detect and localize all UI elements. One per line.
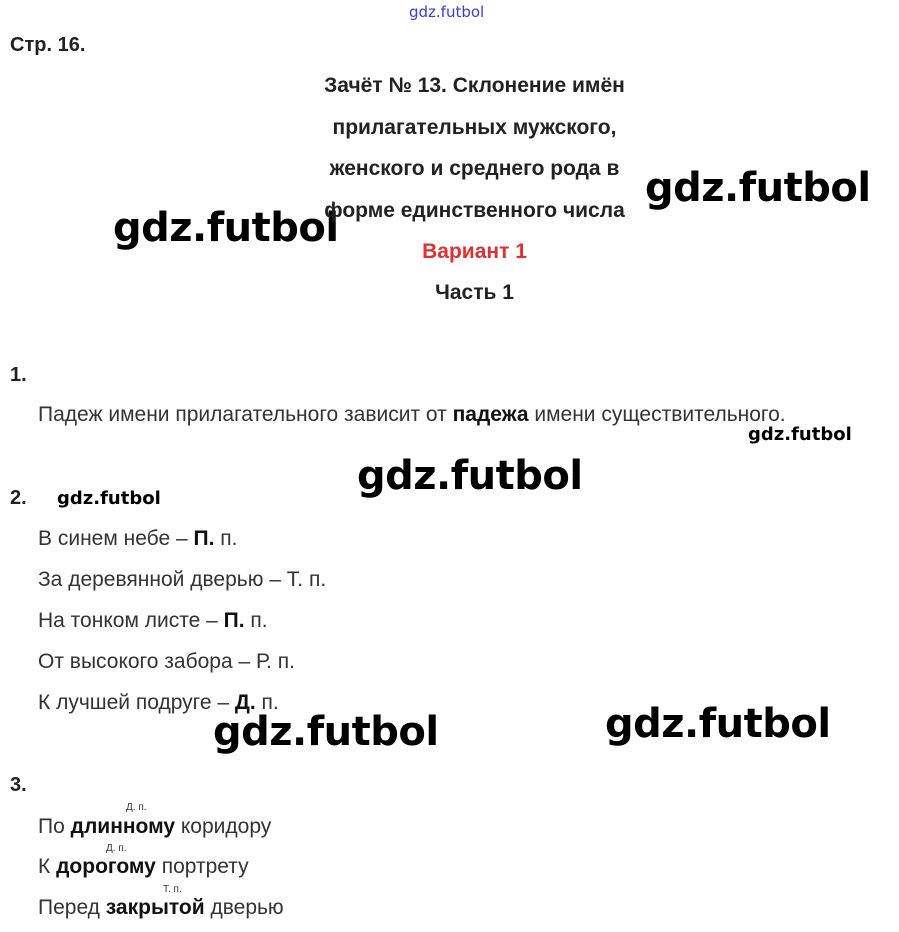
task3-line: Перед закрытой дверью [38, 896, 284, 919]
watermark: gdz.futbol [113, 205, 339, 251]
title-line-4: форме единственного числа [324, 199, 625, 222]
task3-line: К дорогому портрету [38, 855, 249, 878]
task2-line: В синем небе – П. п. [38, 527, 238, 550]
watermark-top: gdz.futbol [409, 3, 485, 21]
title-line-2: прилагательных мужского, [332, 116, 617, 139]
task-number-1: 1. [10, 364, 27, 386]
task-number-2: 2. [10, 487, 27, 509]
watermark: gdz.futbol [357, 453, 583, 499]
task1-answer: Падеж имени прилагательного зависит от падежа имени существительного. [38, 403, 786, 426]
watermark: gdz.futbol [605, 701, 831, 747]
case-note: Т. п. [163, 884, 182, 895]
task3-line: По длинному коридору [38, 815, 272, 838]
title-line-3: женского и среднего рода в [329, 157, 620, 180]
task2-line: На тонком листе – П. п. [38, 609, 268, 632]
part-heading: Часть 1 [435, 281, 514, 304]
task2-line: К лучшей подруге – Д. п. [38, 691, 279, 714]
task2-line: За деревянной дверью – Т. п. [38, 568, 327, 591]
case-note: Д. п. [106, 843, 127, 854]
watermark-small: gdz.futbol [57, 488, 161, 509]
watermark: gdz.futbol [645, 165, 871, 211]
task2-line: От высокого забора – Р. п. [38, 650, 295, 673]
page-number: Стр. 16. [10, 34, 86, 56]
task-number-3: 3. [10, 774, 27, 796]
case-note: Д. п. [126, 802, 147, 813]
title-line-1: Зачёт № 13. Склонение имён [324, 74, 625, 97]
watermark: gdz.futbol [213, 709, 439, 755]
variant-heading: Вариант 1 [422, 240, 527, 263]
watermark-small: gdz.futbol [748, 424, 852, 445]
